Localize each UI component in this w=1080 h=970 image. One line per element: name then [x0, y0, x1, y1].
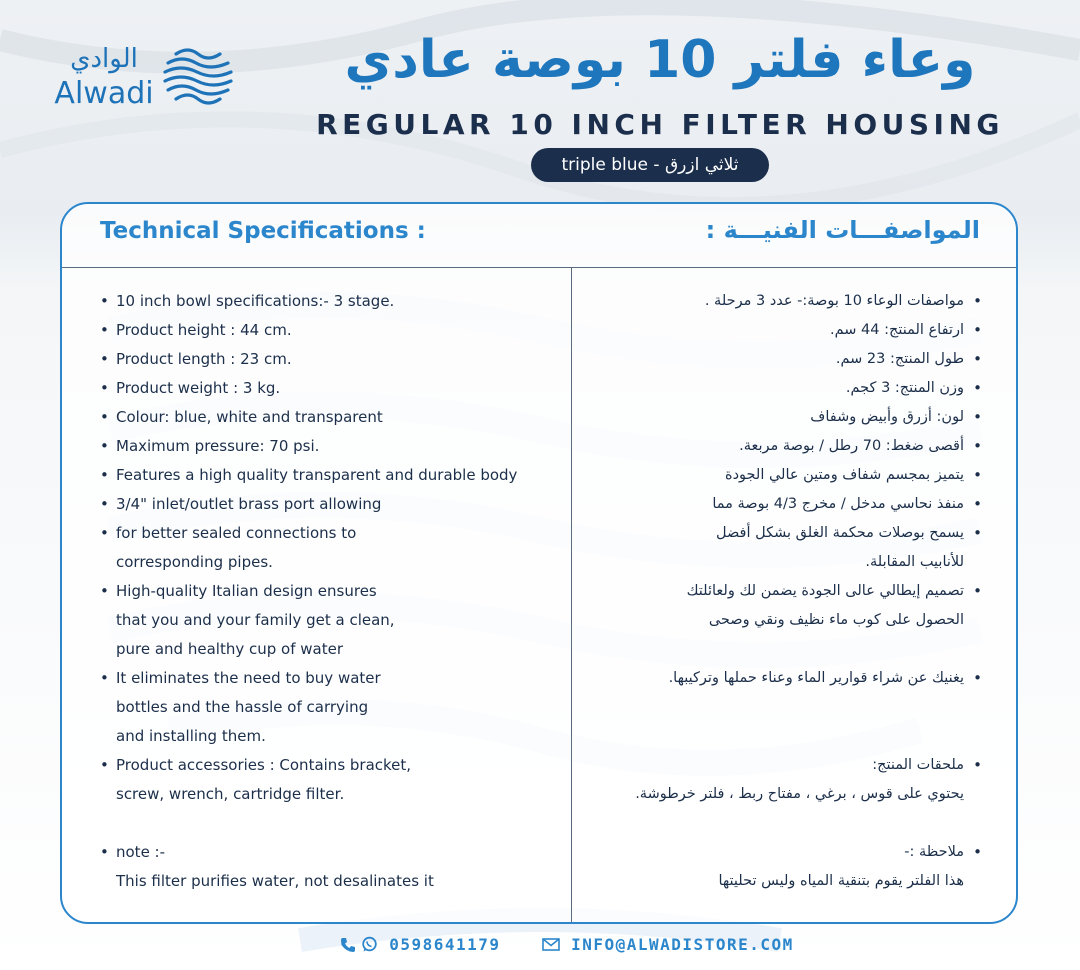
spec-line [98, 751, 558, 780]
bullet-point: • [973, 495, 982, 513]
bullet-point: • [100, 495, 109, 513]
envelope-icon [542, 938, 560, 951]
spec-text: وزن المنتج: 3 كجم. [845, 380, 964, 396]
spec-line [98, 432, 558, 461]
bullet-point: • [973, 669, 982, 687]
spec-line [98, 780, 558, 809]
bullet-point: • [973, 524, 982, 542]
brand-name-arabic: الوادي [70, 44, 138, 74]
phone-icon [340, 937, 356, 953]
specs-heading-arabic: المواصفـــات الفنيـــة : [705, 216, 980, 244]
spec-text: corresponding pipes. [116, 553, 273, 571]
spec-line [98, 403, 558, 432]
bullet-point: • [973, 350, 982, 368]
spec-line [98, 374, 558, 403]
spec-line [98, 548, 558, 577]
spec-text: ملحقات المنتج: [872, 757, 964, 773]
spec-text: تصميم إيطالي عالى الجودة يضمن لك ولعائلتك [686, 583, 964, 599]
bullet-point: • [100, 408, 109, 426]
spec-text: It eliminates the need to buy water [116, 669, 381, 687]
bullet-point: • [100, 843, 109, 861]
bullet-point: • [100, 756, 109, 774]
spec-text: Features a high quality transparent and durable body [116, 466, 518, 484]
phone-number: 0598641179 [389, 935, 501, 954]
spec-line [544, 577, 984, 606]
spec-line [98, 287, 558, 316]
bullet-point: • [100, 350, 109, 368]
brand-logo[interactable] [48, 44, 238, 114]
spec-text: يحتوي على قوس ، برغي ، مفتاح ربط ، فلتر خرطوشة. [635, 786, 964, 802]
spec-line [98, 490, 558, 519]
spec-text: يتميز بمجسم شفاف ومتين عالي الجودة [725, 467, 964, 483]
spec-line [544, 867, 984, 896]
spec-text: منفذ نحاسي مدخل / مخرج 4/3 بوصة مما [712, 496, 964, 512]
spec-text: screw, wrench, cartridge filter. [116, 785, 345, 803]
spec-text: and installing them. [116, 727, 266, 745]
spec-line [544, 606, 984, 635]
spec-line [98, 519, 558, 548]
spec-text: Maximum pressure: 70 psi. [116, 437, 320, 455]
email-contact[interactable] [542, 934, 794, 956]
spec-text: Product length : 23 cm. [116, 350, 292, 368]
arabic-spec-list [544, 287, 984, 896]
english-spec-list [98, 287, 558, 896]
bullet-point: • [100, 524, 109, 542]
spec-line [98, 867, 558, 896]
bullet-point: • [100, 379, 109, 397]
spec-text: الحصول على كوب ماء نظيف ونقي وصحى [708, 612, 964, 628]
phone-contact[interactable] [340, 934, 501, 956]
spec-text: High-quality Italian design ensures [116, 582, 377, 600]
spec-line [544, 664, 984, 693]
spec-line [98, 635, 558, 664]
spec-text: لون: أزرق وأبيض وشفاف [810, 409, 964, 425]
water-waves-icon [162, 44, 234, 110]
spec-line [544, 722, 984, 751]
whatsapp-icon [361, 936, 378, 953]
title-arabic: وعاء فلتر 10 بوصة عادي [344, 30, 976, 90]
spec-line [544, 809, 984, 838]
bullet-point: • [100, 582, 109, 600]
spec-line [544, 548, 984, 577]
spec-text: pure and healthy cup of water [116, 640, 343, 658]
spec-text: مواصفات الوعاء 10 بوصة:- عدد 3 مرحلة . [704, 293, 964, 309]
spec-line [544, 287, 984, 316]
spec-line [98, 316, 558, 345]
spec-text: Product height : 44 cm. [116, 321, 292, 339]
spec-text: note :- [116, 843, 166, 861]
bullet-point: • [100, 466, 109, 484]
spec-line [544, 519, 984, 548]
spec-line [98, 693, 558, 722]
spec-text: هذا الفلتر يقوم بتنقية المياه وليس تحليتها [718, 873, 964, 889]
bullet-point: • [100, 669, 109, 687]
spec-line [544, 345, 984, 374]
spec-text: that you and your family get a clean, [116, 611, 395, 629]
spec-text: Product accessories : Contains bracket, [116, 756, 412, 774]
bullet-point: • [973, 292, 982, 310]
bullet-point: • [973, 437, 982, 455]
spec-text: للأنابيب المقابلة. [865, 554, 964, 570]
variant-badge: triple blue - ثلاثي ازرق [531, 148, 769, 182]
spec-text: ملاحظة :- [904, 844, 964, 860]
bullet-point: • [973, 756, 982, 774]
spec-line [544, 635, 984, 664]
bullet-point: • [973, 466, 982, 484]
spec-text: for better sealed connections to [116, 524, 357, 542]
bullet-point: • [100, 437, 109, 455]
spec-text: يسمح بوصلات محكمة الغلق بشكل أفضل [715, 525, 964, 541]
spec-text: 10 inch bowl specifications:- 3 stage. [116, 292, 395, 310]
spec-line [544, 432, 984, 461]
spec-line [544, 693, 984, 722]
bullet-point: • [973, 321, 982, 339]
bullet-point: • [973, 843, 982, 861]
email-address: INFO@ALWADISTORE.COM [571, 935, 794, 954]
spec-line [544, 374, 984, 403]
spec-line [544, 490, 984, 519]
spec-text: ارتفاع المنتج: 44 سم. [830, 322, 964, 338]
spec-line [98, 722, 558, 751]
title-english: REGULAR 10 INCH FILTER HOUSING [316, 108, 1004, 141]
spec-line [98, 461, 558, 490]
bullet-point: • [100, 321, 109, 339]
spec-text: This filter purifies water, not desalinates it [116, 872, 434, 890]
spec-line [544, 751, 984, 780]
spec-line [98, 606, 558, 635]
bullet-point: • [973, 379, 982, 397]
spec-line [544, 838, 984, 867]
spec-line [98, 838, 558, 867]
bullet-point: • [973, 408, 982, 426]
spec-line [98, 664, 558, 693]
brand-name-english: Alwadi [54, 76, 154, 111]
spec-line [544, 461, 984, 490]
spec-text: bottles and the hassle of carrying [116, 698, 369, 716]
spec-text: يغنيك عن شراء قوارير الماء وعناء حملها وتركيبها. [668, 670, 964, 686]
spec-text: Colour: blue, white and transparent [116, 408, 383, 426]
spec-line [98, 809, 558, 838]
contact-footer [0, 930, 1080, 960]
spec-text: 3/4" inlet/outlet brass port allowing [116, 495, 382, 513]
specifications-card [60, 202, 1018, 924]
header-divider [62, 267, 1016, 268]
spec-line [98, 577, 558, 606]
spec-text: أقصى ضغط: 70 رطل / بوصة مربعة. [739, 438, 964, 454]
bullet-point: • [100, 292, 109, 310]
spec-text: Product weight : 3 kg. [116, 379, 281, 397]
spec-line [544, 780, 984, 809]
spec-line [544, 403, 984, 432]
spec-line [98, 345, 558, 374]
spec-line [544, 316, 984, 345]
bullet-point: • [973, 582, 982, 600]
specs-heading-english: Technical Specifications : [100, 218, 426, 244]
spec-text: طول المنتج: 23 سم. [835, 351, 964, 367]
